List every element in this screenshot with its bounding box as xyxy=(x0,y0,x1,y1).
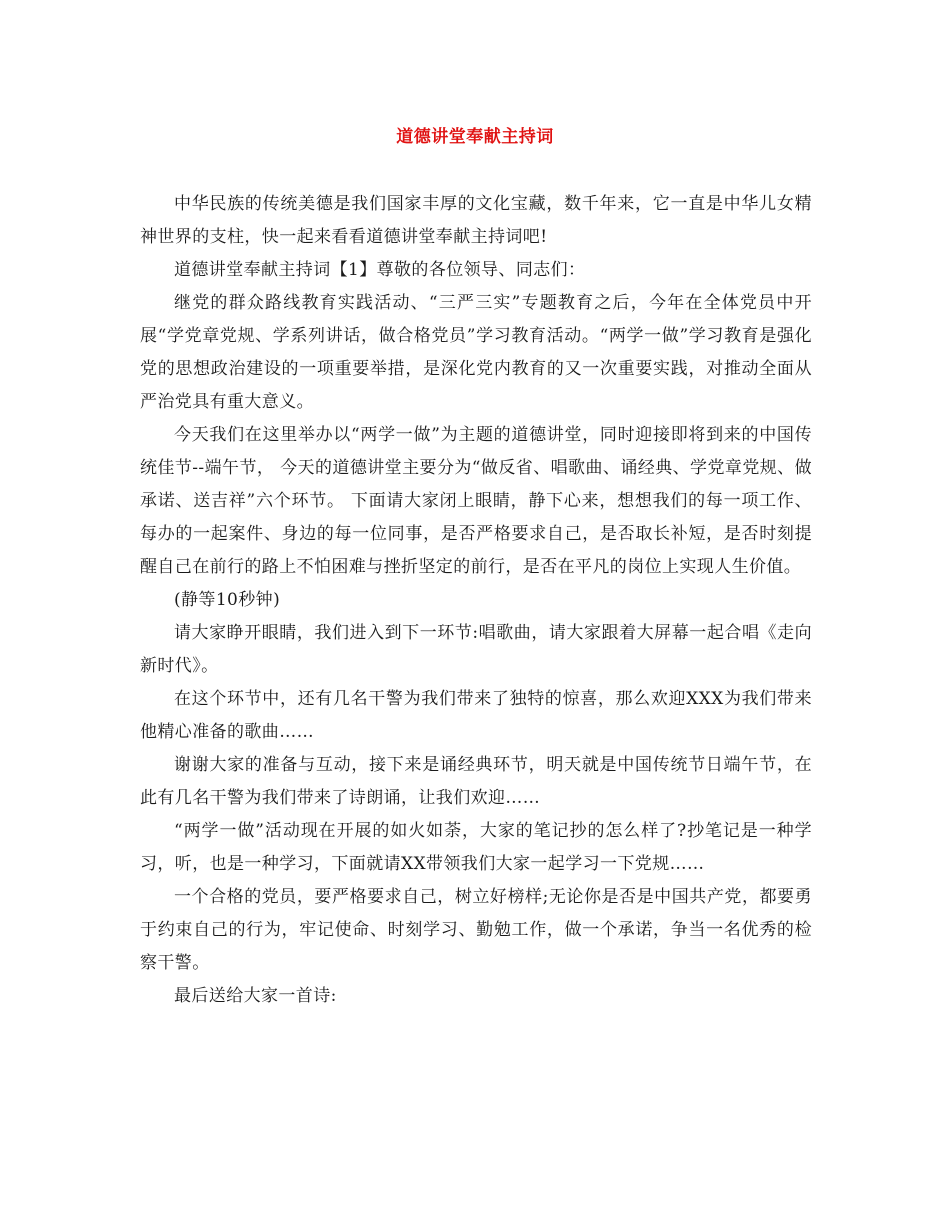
document-body xyxy=(140,188,812,1013)
paragraph-intro: 中华民族的传统美德是我们国家丰厚的文化宝藏，数千年来，它一直是中华儿女精神世界的支柱，快一起来看看道德讲堂奉献主持词吧! xyxy=(140,194,812,247)
paragraph-party-rules: “两学一做”活动现在开展的如火如荼，大家的笔记抄的怎么样了?抄笔记是一种学习，听，也是一种学习，下面就请XX带领我们大家一起学习一下党规…… xyxy=(140,821,812,874)
paragraph-closing: 最后送给大家一首诗: xyxy=(174,986,337,1006)
paragraph-pause: (静等10秒钟) xyxy=(174,590,281,610)
paragraph-background: 继党的群众路线教育实践活动、“三严三实”专题教育之后，今年在全体党员中开展“学党章党规、学系列讲话，做合格党员”学习教育活动。“两学一做”学习教育是强化党的思想政治建设的一项重要举措，是深化党内教育的又一次重要实践，对推动全面从严治党具有重大意义。 xyxy=(140,293,812,412)
document-title: 道德讲堂奉献主持词 xyxy=(396,127,554,147)
paragraph-reflection: 今天我们在这里举办以“两学一做”为主题的道德讲堂，同时迎接即将到来的中国传统佳节--端午节， 今天的道德讲堂主要分为“做反省、唱歌曲、诵经典、学党章党规、做承诺、送吉祥”六个环节。 下面请大家闭上眼睛，静下心来，想想我们的每一项工作、每办的一起案件、身边的每一位同事，是否严格要求自己，是否取长补短，是否时刻提醒自己在前行的路上不怕困难与挫折坚定的前行，是否在平凡的岗位上实现人生价值。 xyxy=(140,425,812,577)
paragraph-commitment: 一个合格的党员，要严格要求自己，树立好榜样;无论你是否是中国共产党，都要勇于约束自己的行为，牢记使命、时刻学习、勤勉工作，做一个承诺，争当一名优秀的检察干警。 xyxy=(140,887,812,973)
paragraph-song-performance: 在这个环节中，还有几名干警为我们带来了独特的惊喜，那么欢迎XXX为我们带来他精心准备的歌曲…… xyxy=(140,689,812,742)
paragraph-singing: 请大家睁开眼睛，我们进入到下一环节:唱歌曲，请大家跟着大屏幕一起合唱《走向新时代》。 xyxy=(140,623,812,676)
paragraph-recitation: 谢谢大家的准备与互动，接下来是诵经典环节，明天就是中国传统节日端午节，在此有几名干警为我们带来了诗朗诵，让我们欢迎…… xyxy=(140,755,812,808)
paragraph-greeting: 道德讲堂奉献主持词【1】尊敬的各位领导、同志们： xyxy=(174,260,586,280)
